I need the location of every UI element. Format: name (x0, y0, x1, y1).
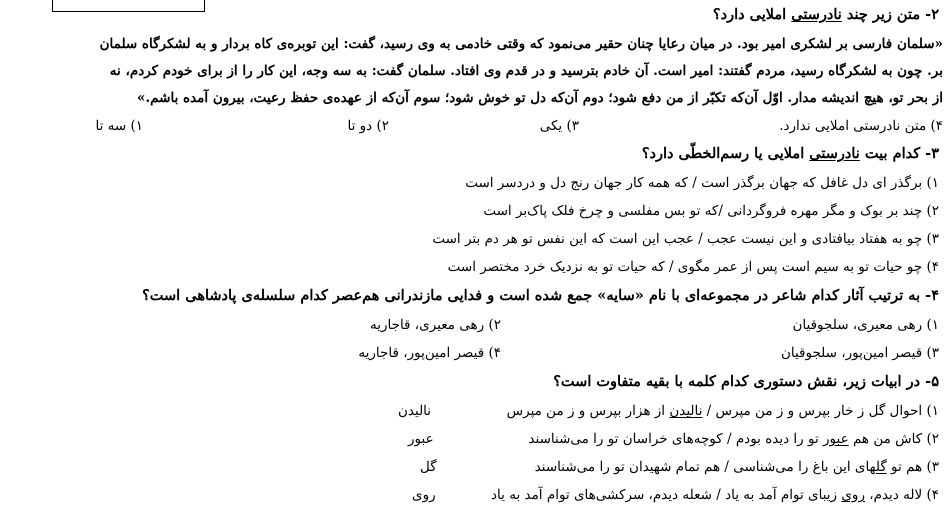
question-3-number: ۳- (925, 145, 939, 162)
q4-option-1[interactable]: ۱) رهی معیری، سلجوقیان (792, 317, 939, 333)
question-2-stem (713, 6, 939, 23)
q5-option-4-before: ۴) لاله دیدم، (864, 487, 939, 503)
question-2-text-before: متن زیر چند (846, 6, 921, 23)
question-2-number: ۲- (925, 6, 939, 23)
question-4-text: به ترتیب آثار کدام شاعر در مجموعه‌ای با نام «سایه» جمع شده است و فدایی مازندرانی هم‌عصر کدام سلسله‌ی پادشاهی است؟ (142, 287, 921, 304)
question-5-text: در ابیات زیر، نقش دستوری کدام کلمه با بقیه متفاوت است؟ (553, 373, 921, 390)
q5-option-4-underlined: روی (841, 487, 865, 503)
q4-option-4[interactable]: ۴) قیصر امین‌پور، قاجاریه (358, 345, 501, 361)
q5-option-3-after: های این باغ را می‌شناسی / هم تمام شهیدان تو را می‌شناسند (534, 459, 876, 475)
q5-option-1-word: نالیدن (398, 403, 432, 419)
question-4-stem (142, 287, 939, 304)
question-3-stem (642, 145, 939, 162)
q2-option-2[interactable]: ۲) دو تا (347, 118, 389, 134)
q3-option-2[interactable]: ۲) چند بر بوک و مگر مهره فروگردانی /که تو بس مفلسی و چرخ فلک پاک‌بر است (483, 203, 939, 219)
q5-option-1-after: از هزار بپرس و ز من مپرس (506, 403, 670, 419)
q3-option-3[interactable]: ۳) چو به هفتاد بیافتادی و این نیست عجب / عجب این است که این نفس تو هر دم بتر است (432, 231, 939, 247)
q5-option-1-underlined: نالیدن (669, 403, 703, 419)
q5-option-3-before: ۳) هم تو (886, 459, 939, 475)
q4-option-2[interactable]: ۲) رهی معیری، قاجاریه (369, 317, 501, 333)
q5-option-2-before: ۲) کاش من هم (848, 431, 939, 447)
passage-line-3: از بحر تو، هیچ اندیشه مدار. اوّل آن‌که تکبّر از من دفع شود؛ دوم آن‌که دل تو خوش شود؛ سوم آن‌که از عهده‌ی حفظ رعیت، بیرون آمده باشم.» (137, 90, 943, 106)
q5-option-1[interactable] (507, 403, 939, 419)
answer-box (52, 0, 205, 12)
q5-option-4[interactable] (491, 487, 939, 503)
question-4-number: ۴- (925, 287, 939, 304)
passage-line-2: بر. چون به لشکرگاه رسید، مردم گفتند: امیر است. آن خادم بترسید و در قدم وی افتاد. سلمان گفت: به سه وجه، این کار را از برای خودم کردم، نه (109, 63, 943, 79)
q5-option-2-after: تو را دیده بودم / کوچه‌های خراسان تو را می‌شناسند (528, 431, 824, 447)
q5-option-2-underlined: عبور (823, 431, 849, 447)
question-3-text-before: کدام بیت (864, 145, 921, 162)
q5-option-2-word: عبور (408, 431, 434, 447)
question-2-text-after: املایی دارد؟ (712, 6, 787, 23)
q5-option-3[interactable] (535, 459, 939, 475)
q2-option-4[interactable]: ۴) متن نادرستی املایی ندارد. (779, 118, 943, 134)
question-2-underlined-word: نادرستی (791, 6, 842, 23)
q2-option-3[interactable]: ۳) یکی (539, 118, 579, 134)
question-3-text-after: املایی یا رسم‌الخطّی دارد؟ (641, 145, 805, 162)
q5-option-4-word: روی (412, 487, 436, 503)
q3-option-4[interactable]: ۴) چو حیات تو به سیم است پس از عمر مگوی / که حیات تو به نزدیک خرد مختصر است (447, 259, 939, 275)
q5-option-4-after: زیبای توام آمد به یاد / شعله دیدم، سرکشی‌های توام آمد به یاد (491, 487, 842, 503)
q3-option-1[interactable]: ۱) برگذر ای دل غافل که جهان برگذر است / که همه کار جهان رنج دل و دردسر است (465, 175, 939, 191)
q5-option-1-before: ۱) احوال گل ز خار بپرس و ز من مپرس / (702, 403, 939, 419)
q5-option-2[interactable] (528, 431, 939, 447)
question-5-stem (553, 373, 939, 390)
q2-option-1[interactable]: ۱) سه تا (95, 118, 143, 134)
question-3-underlined-word: نادرستی (809, 145, 860, 162)
passage-line-1: «سلمان فارسی بر لشکری امیر بود. در میان رعایا چنان حقیر می‌نمود که وقتی خادمی به وی رسید، گفت: این توبره‌ی کاه بردار و به لشکرگاه سلمان (99, 36, 943, 52)
q5-option-3-word: گل (420, 459, 437, 475)
q4-option-3[interactable]: ۳) قیصر امین‌پور، سلجوقیان (780, 345, 939, 361)
q5-option-3-underlined: گل (875, 459, 887, 475)
question-5-number: ۵- (925, 373, 939, 390)
